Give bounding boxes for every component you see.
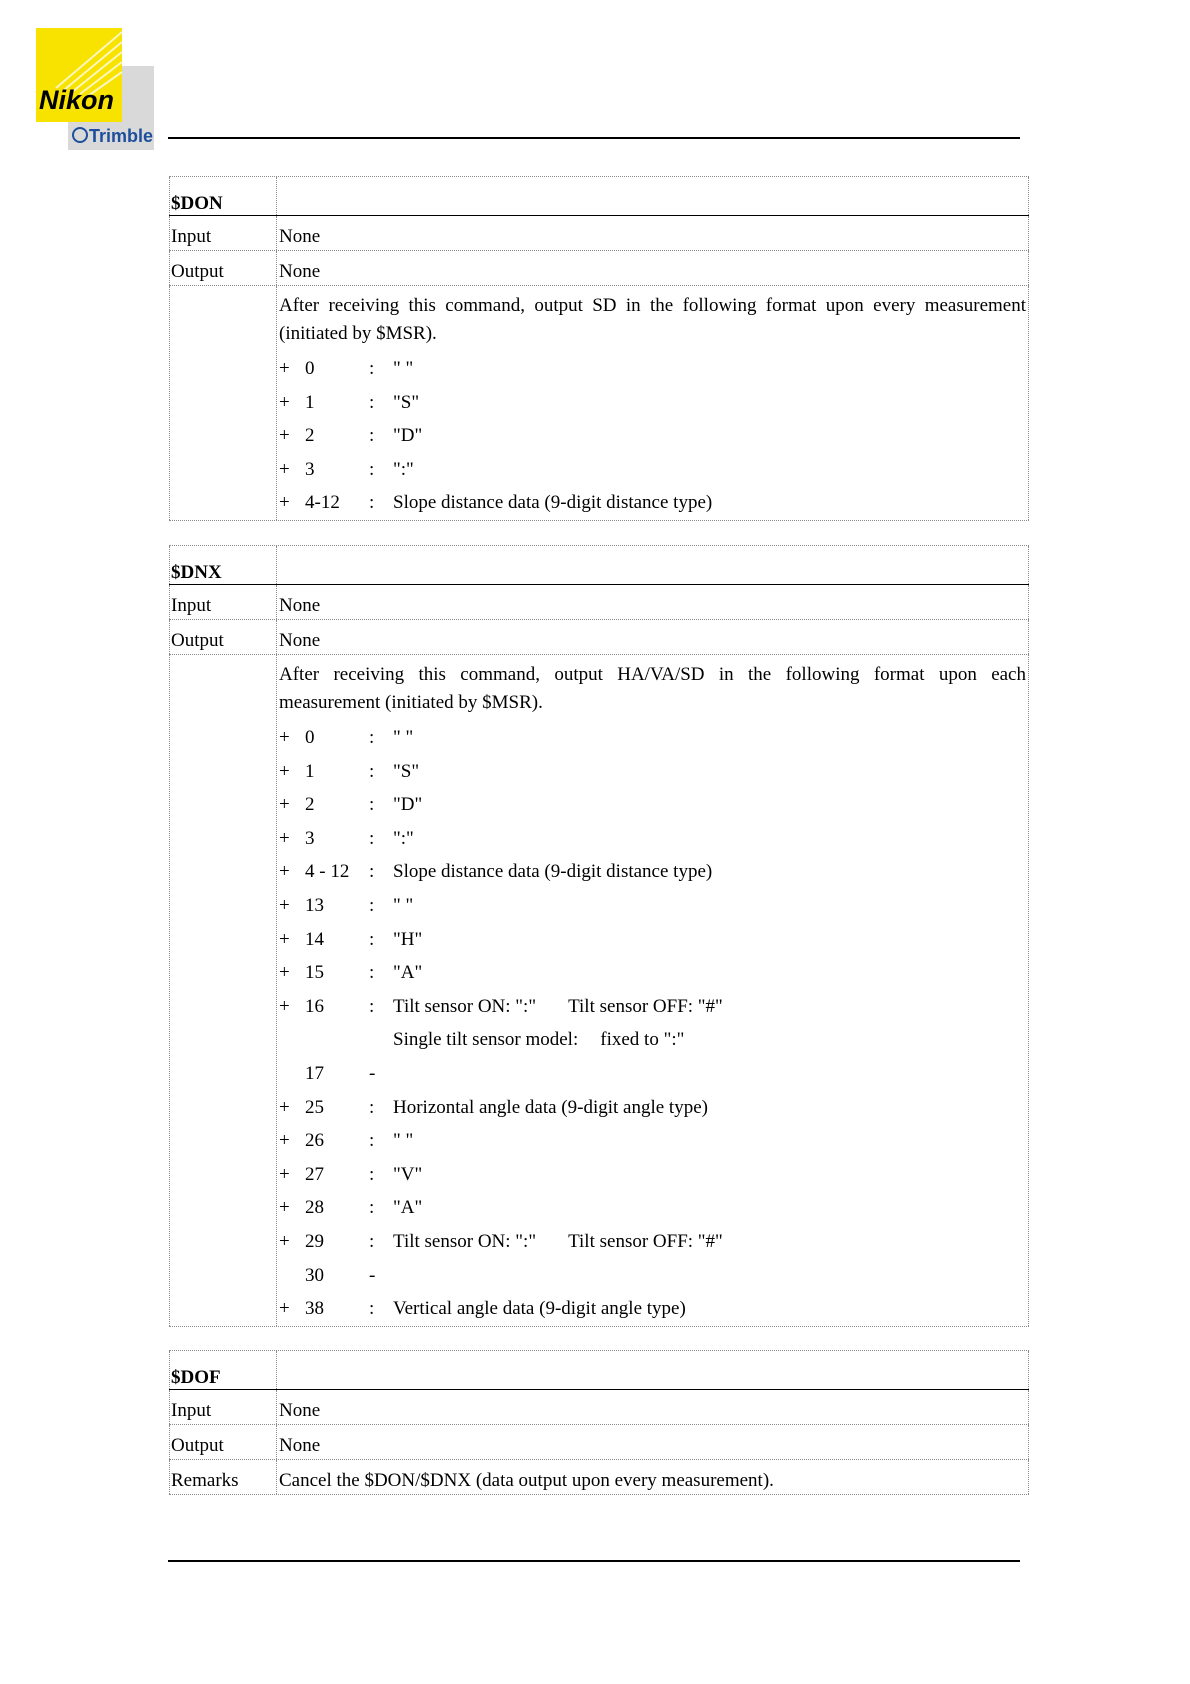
entry-separator: :	[369, 727, 375, 748]
entry-separator: :	[369, 928, 375, 950]
entry-offset: 25	[305, 1096, 324, 1118]
logo-trimble-text: Trimble	[89, 126, 154, 146]
entry-description: "A"	[393, 962, 423, 984]
entry-plus: +	[279, 1130, 290, 1152]
input-label: Input	[169, 585, 277, 619]
input-value: None	[277, 585, 1029, 619]
entry-offset: 27	[305, 1163, 324, 1185]
entry-separator: :	[369, 1130, 375, 1152]
entry-plus: +	[279, 492, 290, 514]
entry-separator: :	[369, 1298, 375, 1320]
entry-description: "S"	[393, 760, 420, 782]
format-entry	[279, 956, 1026, 990]
entry-offset: 26	[305, 1130, 324, 1152]
don-command-table	[169, 176, 1029, 521]
footer-rule	[168, 1560, 1020, 1562]
entry-description: Horizontal angle data (9-digit angle type)	[393, 1096, 708, 1118]
format-entries	[279, 352, 1026, 520]
entry-offset: 16	[305, 995, 324, 1017]
format-entry	[279, 1057, 1026, 1091]
entry-separator: :	[369, 794, 375, 816]
remarks-value: Cancel the $DON/$DNX (data output upon every measurement).	[277, 1460, 1029, 1494]
description-row	[169, 286, 1029, 521]
entry-plus: +	[279, 962, 290, 984]
entry-offset: 3	[305, 458, 315, 480]
entry-plus: +	[279, 1096, 290, 1118]
format-entry	[279, 453, 1026, 487]
entry-plus: +	[279, 727, 290, 748]
format-entry	[279, 855, 1026, 889]
entry-description-alt: Tilt sensor OFF: "#"	[568, 995, 723, 1017]
command-name: $DOF	[169, 1351, 277, 1389]
command-name: $DON	[169, 177, 277, 215]
description-text: After receiving this command, output SD in the following format upon every measurement (initiated by $MSR).	[279, 295, 1026, 344]
entry-separator: :	[369, 1197, 375, 1219]
entry-offset: 2	[305, 425, 315, 447]
entry-separator: -	[369, 1264, 376, 1286]
entry-separator: :	[369, 1163, 375, 1185]
entry-offset: 17	[305, 1062, 324, 1084]
entry-plus: +	[279, 928, 290, 950]
output-value: None	[277, 1425, 1029, 1459]
entry-description-alt: Tilt sensor OFF: "#"	[568, 1230, 723, 1252]
entry-description: Single tilt sensor model:	[393, 1029, 579, 1051]
input-row	[169, 216, 1029, 251]
nikon-trimble-logo	[36, 28, 154, 150]
entry-plus: +	[279, 391, 290, 413]
table-header-row	[169, 545, 1029, 585]
input-label: Input	[169, 1390, 277, 1424]
entry-plus	[279, 1023, 305, 1057]
output-row	[169, 251, 1029, 286]
entry-separator: -	[369, 1062, 376, 1084]
format-entry	[279, 755, 1026, 789]
remarks-row	[169, 1460, 1029, 1495]
format-entry	[279, 1292, 1026, 1326]
output-label: Output	[169, 620, 277, 654]
entry-plus	[279, 1259, 305, 1293]
format-entry	[279, 1091, 1026, 1125]
output-row	[169, 1425, 1029, 1460]
entry-separator: :	[369, 425, 375, 447]
input-value: None	[277, 1390, 1029, 1424]
format-entry	[279, 822, 1026, 856]
format-entry	[279, 1158, 1026, 1192]
output-value: None	[277, 620, 1029, 654]
format-entry	[279, 1023, 1026, 1057]
output-label: Output	[169, 251, 277, 285]
entry-plus: +	[279, 358, 290, 379]
input-label: Input	[169, 216, 277, 250]
entry-plus: +	[279, 995, 290, 1017]
entry-offset: 29	[305, 1230, 324, 1252]
entry-separator: :	[369, 492, 375, 514]
entry-separator: :	[369, 894, 375, 916]
entry-offset: 38	[305, 1298, 324, 1320]
command-name: $DNX	[169, 546, 277, 584]
entry-separator: :	[369, 760, 375, 782]
entry-offset: 0	[305, 727, 315, 748]
dof-command-table	[169, 1350, 1029, 1495]
input-value: None	[277, 216, 1029, 250]
dnx-command-table	[169, 545, 1029, 1327]
entry-separator: :	[369, 1230, 375, 1252]
entry-offset: 3	[305, 827, 315, 849]
description-row	[169, 655, 1029, 1327]
input-row	[169, 1390, 1029, 1425]
entry-description: Slope distance data (9-digit distance type)	[393, 861, 713, 883]
entry-offset: 15	[305, 962, 324, 984]
entry-plus: +	[279, 760, 290, 782]
format-entry	[279, 1225, 1026, 1259]
entry-separator: :	[369, 962, 375, 984]
entry-offset: 4-12	[305, 492, 340, 514]
entry-offset: 14	[305, 928, 324, 950]
entry-plus: +	[279, 1230, 290, 1252]
table-header-row	[169, 1350, 1029, 1390]
entry-offset: 1	[305, 760, 315, 782]
entry-separator: :	[369, 827, 375, 849]
entry-description: " "	[393, 894, 414, 916]
format-entry	[279, 1124, 1026, 1158]
logo-nikon-text: Nikon	[39, 85, 115, 115]
entry-separator	[369, 1023, 393, 1057]
entry-offset: 28	[305, 1197, 324, 1219]
entry-plus: +	[279, 1197, 290, 1219]
output-label: Output	[169, 1425, 277, 1459]
format-entry	[279, 386, 1026, 420]
entry-description: Tilt sensor ON: ":"	[393, 995, 537, 1017]
entry-description: "D"	[393, 425, 423, 447]
entry-plus: +	[279, 861, 290, 883]
entry-offset: 30	[305, 1264, 324, 1286]
header-rule	[168, 137, 1020, 139]
entry-description: " "	[393, 358, 414, 379]
entry-plus: +	[279, 1298, 290, 1320]
format-entry	[279, 486, 1026, 520]
entry-description: "A"	[393, 1197, 423, 1219]
entry-plus	[279, 1057, 305, 1091]
entry-plus: +	[279, 827, 290, 849]
entry-plus: +	[279, 425, 290, 447]
entry-separator: :	[369, 458, 375, 480]
entry-separator: :	[369, 358, 375, 379]
remarks-label: Remarks	[169, 1460, 277, 1494]
entry-offset: 0	[305, 358, 315, 379]
input-row	[169, 585, 1029, 620]
entry-description: " "	[393, 727, 414, 748]
entry-separator: :	[369, 995, 375, 1017]
format-entry	[279, 990, 1026, 1024]
entry-description: ":"	[393, 458, 414, 480]
entry-plus: +	[279, 794, 290, 816]
format-entry	[279, 352, 1026, 386]
format-entry	[279, 721, 1026, 755]
entry-offset: 4 - 12	[305, 861, 350, 883]
entry-separator: :	[369, 1096, 375, 1118]
entry-description: "D"	[393, 794, 423, 816]
entry-offset	[305, 1023, 369, 1057]
entry-offset: 13	[305, 894, 324, 916]
entry-offset: 1	[305, 391, 315, 413]
entry-description: "S"	[393, 391, 420, 413]
entry-description-alt: fixed to ":"	[600, 1029, 685, 1051]
entry-plus: +	[279, 1163, 290, 1185]
format-entry	[279, 419, 1026, 453]
entry-separator: :	[369, 861, 375, 883]
format-entry	[279, 1191, 1026, 1225]
entry-description: "H"	[393, 928, 423, 950]
table-header-row	[169, 176, 1029, 216]
entry-plus: +	[279, 458, 290, 480]
entry-description: "V"	[393, 1163, 423, 1185]
format-entries	[279, 721, 1026, 1326]
output-row	[169, 620, 1029, 655]
format-entry	[279, 889, 1026, 923]
entry-separator: :	[369, 391, 375, 413]
entry-description: " "	[393, 1130, 414, 1152]
entry-description: Tilt sensor ON: ":"	[393, 1230, 537, 1252]
entry-offset: 2	[305, 794, 315, 816]
output-value: None	[277, 251, 1029, 285]
format-entry	[279, 923, 1026, 957]
format-entry	[279, 788, 1026, 822]
entry-description: Vertical angle data (9-digit angle type)	[393, 1298, 686, 1320]
entry-description: ":"	[393, 827, 414, 849]
description-text: After receiving this command, output HA/VA/SD in the following format upon each measurement (initiated by $MSR).	[279, 664, 1026, 713]
entry-description: Slope distance data (9-digit distance type)	[393, 492, 713, 514]
format-entry	[279, 1259, 1026, 1293]
entry-plus: +	[279, 894, 290, 916]
